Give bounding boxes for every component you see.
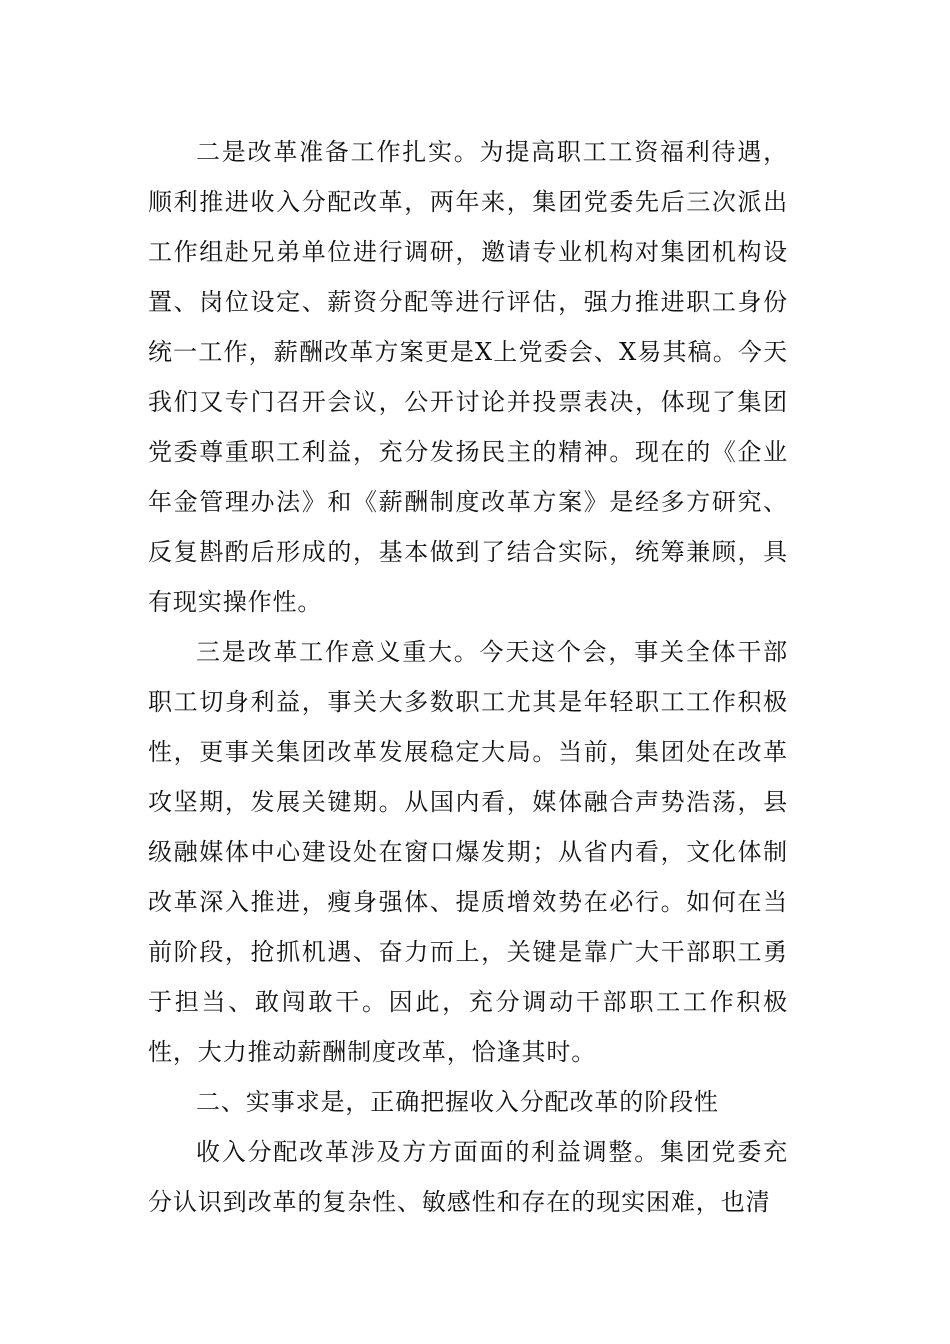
paragraph-income-distribution: 收入分配改革涉及方方面面的利益调整。集团党委充分认识到改革的复杂性、敏感性和存在的现实困难，也清	[148, 1138, 788, 1216]
section-heading: 二、实事求是，正确把握收入分配改革的阶段性	[196, 1088, 719, 1116]
paragraph-reform-significance: 三是改革工作意义重大。今天这个会，事关全体干部职工切身利益，事关大多数职工尤其是年轻职工工作积极性，更事关集团改革发展稳定大局。当前，集团处在改革攻坚期，发展关键期。从国内看，媒体融合声势浩荡，县级融媒体中心建设处在窗口爆发期；从省内看，文化体制改革深入推进，瘦身强体、提质增效势在必行。如何在当前阶段，抢抓机遇、奋力而上，关键是靠广大干部职工勇于担当、敢闯敢干。因此，充分调动干部职工工作积极性，大力推动薪酬制度改革，恰逢其时。	[148, 638, 788, 1066]
document-body	[148, 127, 788, 1227]
paragraph-preparation-work: 二是改革准备工作扎实。为提高职工工资福利待遇，顺利推进收入分配改革，两年来，集团党委先后三次派出工作组赴兄弟单位进行调研，邀请专业机构对集团机构设置、岗位设定、薪资分配等进行评估，强力推进职工身份统一工作，薪酬改革方案更是X上党委会、X易其稿。今天我们又专门召开会议，公开讨论并投票表决，体现了集团党委尊重职工利益，充分发扬民主的精神。现在的《企业年金管理办法》和《薪酬制度改革方案》是经多方研究、反复斟酌后形成的，基本做到了结合实际，统筹兼顾，具有现实操作性。	[148, 138, 788, 616]
